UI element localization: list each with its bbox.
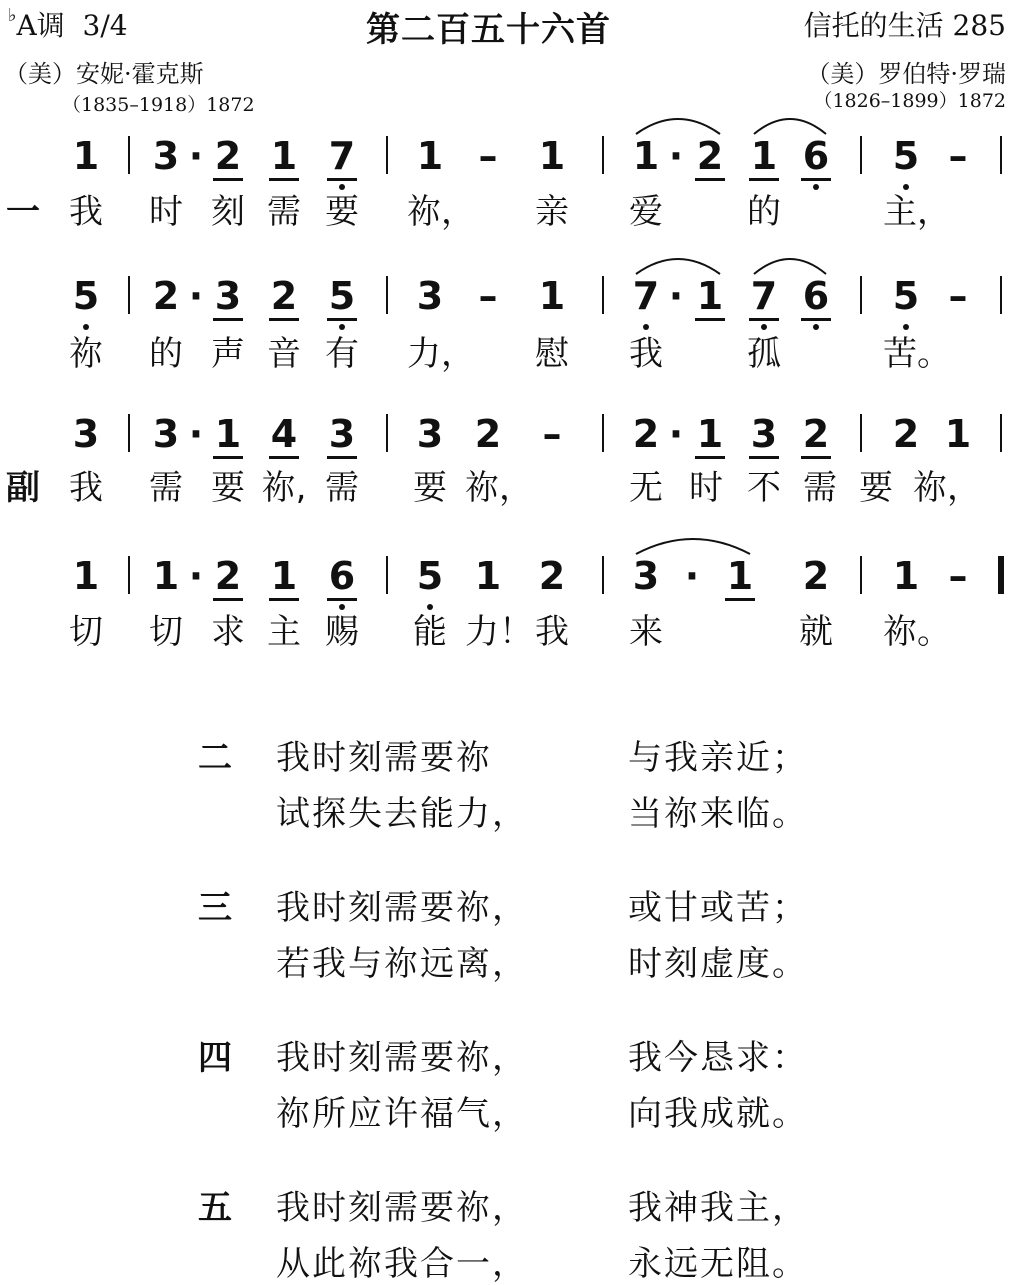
augmentation-dot: ·: [668, 134, 684, 178]
note: 2: [270, 274, 298, 318]
note: 2: [696, 134, 724, 178]
lyric-syllable: 祢，: [407, 192, 475, 232]
flat-sign: ♭: [8, 4, 17, 26]
note: 1: [270, 134, 298, 178]
hymn-title: 第二百五十六首: [366, 10, 611, 50]
note: 1: [632, 134, 660, 178]
note: 4: [270, 412, 298, 456]
note: 3: [416, 412, 444, 456]
lyric-syllable: 孤: [747, 334, 781, 374]
note: 6: [328, 554, 356, 598]
augmentation-dot: ·: [188, 134, 204, 178]
verse-line: 我时刻需要祢，: [276, 888, 528, 928]
dash: –: [478, 134, 498, 178]
note: 1: [696, 412, 724, 456]
verse-line: 时刻虚度。: [628, 944, 808, 984]
lyric-syllable: 切: [149, 612, 183, 652]
lyric-syllable: 无: [629, 468, 663, 508]
note: 6: [802, 274, 830, 318]
note: 2: [214, 134, 242, 178]
hymn-category: 信托的生活 285: [803, 9, 1006, 42]
slur: [754, 119, 826, 134]
verse-line: 我时刻需要祢，: [276, 1038, 528, 1078]
note: 3: [152, 134, 180, 178]
lyric-syllable: 要: [413, 468, 447, 508]
lyric-syllable: 力，: [407, 334, 475, 374]
lyric-syllable: 切: [69, 612, 103, 652]
dash: –: [948, 134, 968, 178]
composer-years: （1826–1899）1872: [813, 90, 1006, 112]
slur: [754, 259, 826, 274]
lyric-syllable: 需: [325, 468, 359, 508]
note: 1: [72, 554, 100, 598]
dash: –: [948, 274, 968, 318]
lyric-syllable: 需: [149, 468, 183, 508]
lyric-syllable: 慰: [535, 334, 569, 374]
lyric-syllable: 要: [325, 192, 359, 232]
note: 1: [214, 412, 242, 456]
note: 3: [152, 412, 180, 456]
note: 3: [632, 554, 660, 598]
lyric-syllable: 刻: [211, 192, 245, 232]
lyric-syllable: 的: [149, 334, 183, 374]
note: 3: [750, 412, 778, 456]
lyric-syllable: 爱: [629, 192, 663, 232]
augmentation-dot: ·: [188, 412, 204, 456]
slur: [636, 539, 750, 554]
verse-number: 三: [198, 888, 232, 928]
lyric-syllable: 主: [267, 612, 301, 652]
note: 3: [328, 412, 356, 456]
dash: –: [948, 554, 968, 598]
lyric-syllable: 能: [413, 612, 447, 652]
verse-number: 四: [198, 1038, 232, 1078]
lyric-syllable: 时: [149, 192, 183, 232]
note: 1: [152, 554, 180, 598]
note: 2: [538, 554, 566, 598]
note: 5: [328, 274, 356, 318]
note: 1: [892, 554, 920, 598]
note: 1: [416, 134, 444, 178]
lyric-syllable: 亲: [535, 192, 569, 232]
note: 1: [538, 134, 566, 178]
composer: （美）罗伯特·罗瑞: [806, 60, 1006, 88]
note: 5: [892, 274, 920, 318]
note: 2: [152, 274, 180, 318]
note: 5: [416, 554, 444, 598]
verse-line: 试探失去能力，: [276, 794, 528, 834]
lyric-syllable: 就: [799, 612, 833, 652]
note: 5: [72, 274, 100, 318]
lyric-syllable: 不: [747, 468, 781, 508]
verse-line: 若我与祢远离，: [276, 944, 528, 984]
verse-line: 我时刻需要祢，: [276, 1188, 528, 1228]
note: 1: [474, 554, 502, 598]
note: 1: [538, 274, 566, 318]
verse-number: 二: [198, 738, 232, 778]
note: 1: [726, 554, 754, 598]
lyric-syllable: 祢,: [261, 468, 307, 508]
lyric-syllable: 苦。: [883, 334, 951, 374]
note: 1: [944, 412, 972, 456]
note: 2: [802, 554, 830, 598]
time-signature: 3/4: [82, 9, 128, 42]
verse-line: 我时刻需要祢: [276, 738, 492, 778]
verse-label: 一: [6, 192, 40, 232]
augmentation-dot: ·: [188, 554, 204, 598]
verse-line: 我今恳求：: [628, 1038, 808, 1078]
note: 1: [696, 274, 724, 318]
lyric-syllable: 我: [69, 192, 103, 232]
lyric-syllable: 要: [211, 468, 245, 508]
note: 2: [632, 412, 660, 456]
note: 1: [270, 554, 298, 598]
verse-line: 向我成就。: [628, 1094, 808, 1134]
augmentation-dot: ·: [188, 274, 204, 318]
note: 7: [750, 274, 778, 318]
note: 7: [328, 134, 356, 178]
verse-line: 从此祢我合一，: [276, 1244, 528, 1284]
augmentation-dot: ·: [684, 554, 700, 598]
lyric-syllable: 声: [211, 334, 245, 374]
slur: [636, 119, 720, 134]
lyric-syllable: 赐: [325, 612, 359, 652]
lyric-syllable: 主，: [883, 192, 951, 232]
note: 3: [72, 412, 100, 456]
lyric-syllable: 我: [69, 468, 103, 508]
note: 2: [214, 554, 242, 598]
lyric-syllable: 我: [629, 334, 663, 374]
lyricist-years: （1835–1918）1872: [62, 94, 255, 116]
note: 2: [802, 412, 830, 456]
slur: [636, 259, 720, 274]
lyric-syllable: 有: [325, 334, 359, 374]
lyric-syllable: 需: [267, 192, 301, 232]
lyric-syllable: 祢，: [465, 468, 533, 508]
dash: –: [542, 412, 562, 456]
note: 3: [416, 274, 444, 318]
augmentation-dot: ·: [668, 274, 684, 318]
note: 1: [750, 134, 778, 178]
lyric-syllable: 需: [803, 468, 837, 508]
note: 5: [892, 134, 920, 178]
verse-line: 与我亲近；: [628, 738, 808, 778]
lyric-syllable: 音: [267, 334, 301, 374]
note: 1: [72, 134, 100, 178]
lyric-syllable: 祢。: [883, 612, 951, 652]
note: 2: [474, 412, 502, 456]
verse-line: 当祢来临。: [628, 794, 808, 834]
note: 2: [892, 412, 920, 456]
augmentation-dot: ·: [668, 412, 684, 456]
verse-number: 五: [198, 1188, 232, 1228]
lyric-syllable: 力！: [465, 612, 533, 652]
note: 3: [214, 274, 242, 318]
lyric-syllable: 祢，: [913, 468, 981, 508]
lyric-syllable: 时: [689, 468, 723, 508]
verse-line: 永远无阻。: [628, 1244, 808, 1284]
key-name: A调: [16, 9, 65, 42]
note: 7: [632, 274, 660, 318]
verse-label: 副: [6, 468, 40, 508]
verse-line: 我神我主，: [628, 1188, 808, 1228]
note: 6: [802, 134, 830, 178]
lyric-syllable: 我: [535, 612, 569, 652]
verse-line: 祢所应许福气，: [276, 1094, 528, 1134]
lyric-syllable: 要: [859, 468, 893, 508]
lyricist: （美）安妮·霍克斯: [4, 60, 204, 88]
verse-line: 或甘或苦；: [628, 888, 808, 928]
lyric-syllable: 来: [629, 612, 663, 652]
lyric-syllable: 祢: [69, 334, 103, 374]
lyric-syllable: 求: [211, 612, 245, 652]
lyric-syllable: 的: [747, 192, 781, 232]
dash: –: [478, 274, 498, 318]
